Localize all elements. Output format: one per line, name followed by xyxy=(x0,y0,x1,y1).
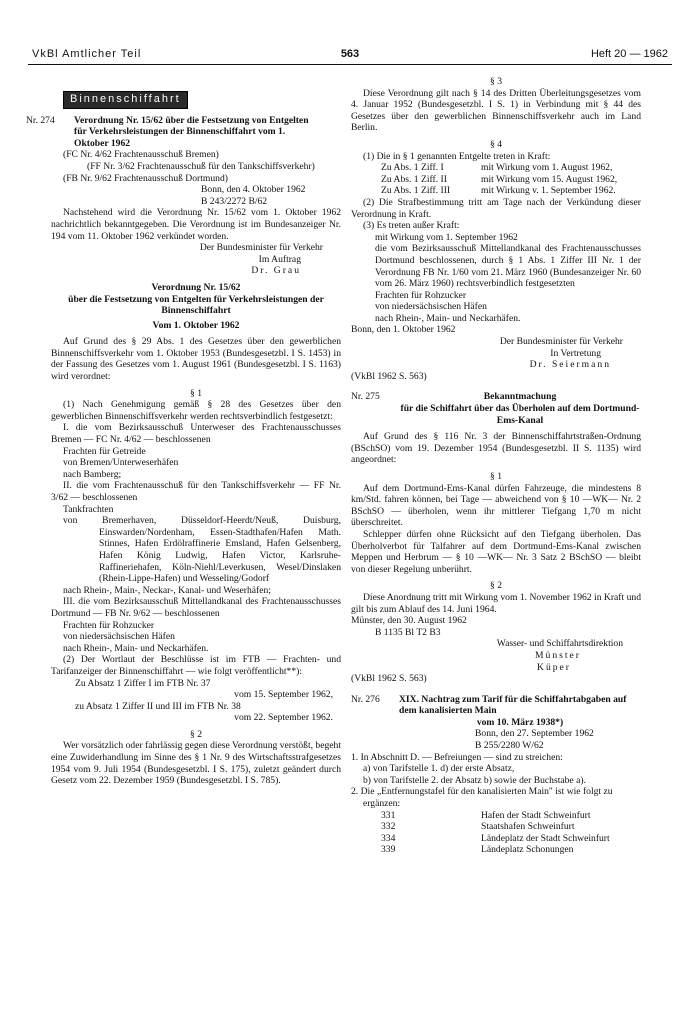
item-line: nach Rhein-, Main- und Neckarhäfen. xyxy=(63,642,209,654)
publication-line: zu Absatz 1 Ziffer II und III im FTB Nr. 38 xyxy=(75,700,241,712)
signature-name: Dr. Seiermann xyxy=(529,359,611,371)
location-name: Staatshafen Schweinfurt xyxy=(481,821,575,833)
effect-item: Zu Abs. 1 Ziff. I xyxy=(381,162,444,174)
location-name: Hafen der Stadt Schweinfurt xyxy=(481,809,591,821)
entry-274-heading xyxy=(26,115,316,150)
paragraph-number: § 4 xyxy=(490,138,502,150)
paragraph-text: Diese Verordnung gilt nach § 14 des Dritten Überleitungsgesetzes vom 4. Januar 1952 (Bundesgesetzbl. I S. 1) in Verbindung mit § 44 des Gesetzes über den gewerblichen Binnenschiffsverkehr auch im Land Berlin. xyxy=(351,87,641,134)
effect-date: mit Wirkung v. 1. September 1962. xyxy=(481,185,616,197)
spacer xyxy=(351,685,641,694)
km-number: 331 xyxy=(381,809,396,821)
item-line: nach Bamberg; xyxy=(63,468,122,480)
header-journal: VkBl Amtlicher Teil xyxy=(32,48,142,60)
file-ref: B 243/2272 B/62 xyxy=(201,195,268,207)
paragraph-number: § 3 xyxy=(490,76,502,87)
table-row xyxy=(351,821,641,833)
km-number: 334 xyxy=(381,832,396,844)
effect-item: Zu Abs. 1 Ziff. III xyxy=(381,185,451,197)
item-text: die vom Bezirksausschuß Mittellandkanal des Frachtenausschusses Dortmund beschlossenen, durch § 1 Abs. 1 Ziffer III Nr. 1 der Verordnung FB Nr. 1/60 vom 21. März 1960 (Bundesanzeiger Nr. 60 vom 26. März 1960) rechtsverbindlich festgesetzten xyxy=(375,243,641,290)
paragraph-text: Wer vorsätzlich oder fahrlässig gegen diese Verordnung verstößt, begeht eine Zuwiderhandlung im Sinne des § 1 Nr. 9 des Wirtschaftsstrafgesetzes 1954 vom 9. Juli 1954 (Bundesgesetzbl. I S. 175), zuletzt geändert durch Gesetz vom 22. Dezember 1959 (Bundesgesetzbl. I S. 785). xyxy=(51,740,341,787)
item-line: Tankfrachten xyxy=(63,503,114,515)
item-line: mit Wirkung vom 1. September 1962 xyxy=(375,231,518,243)
paragraph-text: (2) Der Wortlaut der Beschlüsse ist im FTB — Frachten- und Tarifanzeiger der Binnenschiffahrt — wie folgt veröffentlicht**): xyxy=(51,654,341,677)
signature-place: Münster xyxy=(535,649,581,661)
entry-title: XIX. Nachtrag zum Tarif für die Schiffahrtabgaben auf dem kanalisierten Main xyxy=(399,693,627,717)
entry-275-heading xyxy=(351,391,641,426)
paragraph-number: § 2 xyxy=(490,580,502,592)
signature-role: Im Auftrag xyxy=(258,253,301,265)
left-column xyxy=(26,76,341,787)
km-number: 332 xyxy=(381,821,396,833)
place-date: Bonn, den 1. Oktober 1962 xyxy=(351,324,456,336)
ref-line: (FC Nr. 4/62 Frachtenausschuß Bremen) xyxy=(63,149,219,161)
entry-title: Bekanntmachung xyxy=(483,391,557,403)
spacer xyxy=(351,382,641,391)
list-item: 1. In Abschnitt D. — Befreiungen — sind zu streichen: xyxy=(351,751,563,763)
item-line: Frachten für Getreide xyxy=(63,445,146,457)
item-text: I. die vom Bezirksausschuß Unterweser des Frachtenausschusses Bremen — FC Nr. 4/62 — beschlossenen xyxy=(51,422,341,446)
entry-subtitle: für die Schiffahrt über das Überholen auf dem Dortmund-Ems-Kanal xyxy=(400,403,640,426)
ref-line: (FB Nr. 9/62 Frachtenausschuß Dortmund) xyxy=(63,172,228,184)
entry-title: Verordnung Nr. 15/62 über die Festsetzung von Entgelten für Verkehrsleistungen der Binnenschiffahrt vom 1. Oktober 1962 xyxy=(74,114,309,149)
decree-subtitle: über die Festsetzung von Entgelten für Verkehrsleistungen der Binnenschiffahrt xyxy=(68,293,324,317)
km-number: 339 xyxy=(381,844,396,856)
gazette-ref: (VkBl 1962 S. 563) xyxy=(351,673,427,685)
list-item: a) von Tarifstelle 1. d) der erste Absatz, xyxy=(363,763,515,775)
location-name: Ländeplatz Schonungen xyxy=(481,844,574,856)
item-text: II. die vom Frachtenausschuß für den Tankschiffsverkehr — FF Nr. 3/62 — beschlossenen xyxy=(51,480,341,503)
effect-row xyxy=(351,174,641,186)
section-heading: Binnenschiffahrt xyxy=(63,91,188,109)
paragraph-number: § 1 xyxy=(490,471,502,482)
list-item: b) von Tarifstelle 2. der Absatz b) sowie der Buchstabe a). xyxy=(363,774,586,786)
signature-name: Dr. Grau xyxy=(251,265,301,277)
right-column xyxy=(351,76,641,856)
paragraph-text: (2) Die Strafbestimmung tritt am Tage nach der Verkündung dieser Verordnung in Kraft. xyxy=(351,196,641,220)
effect-row xyxy=(351,185,641,197)
signature-authority: Wasser- und Schiffahrtsdirektion xyxy=(496,638,623,650)
legal-basis: Auf Grund des § 29 Abs. 1 des Gesetzes über den gewerblichen Binnenschiffsverkehr vom 1. Oktober 1953 (Bundesgesetzbl. I S. 1453) in der Fassung des Gesetzes vom 1. August 1961 (Bundesgesetzbl. I S. 1163) wird verordnet: xyxy=(51,336,341,383)
decree-title: Verordnung Nr. 15/62 xyxy=(151,281,241,293)
table-row xyxy=(351,810,641,822)
legal-basis: Auf Grund des § 116 Nr. 3 der Binnenschiffahrtstraßen-Ordnung (BSchSO) vom 19. Dezember 1954 (Bundesgesetzbl. II S. 1135) wird angeordnet: xyxy=(351,431,641,466)
location-name: Ländeplatz der Stadt Schweinfurt xyxy=(481,832,610,844)
item-line: von niedersächsischen Häfen xyxy=(63,631,175,643)
item-line: von Bremerhaven, Düsseldorf-Heerdt/Neuß, Duisburg, Einswarden/Nordenham, Essen-Stadthafen/Hafen Math. Stinnes, Hafen Erdölraffinerie Emsland, Hafen Gelsenberg, Hafen König Ludwig, Hafen Victor, Karlsruhe-Raffineriehafen, Köln-Niehl/Leverkusen, Wesel/Dinslaken (Rhein-Lippe-Hafen) und Wesseling/Godorf xyxy=(63,515,341,585)
signature-role: In Vertretung xyxy=(550,347,601,359)
effect-row xyxy=(351,162,641,174)
publication-line: Zu Absatz 1 Ziffer I im FTB Nr. 37 xyxy=(75,677,211,689)
file-ref: B 1135 Bl T2 B3 xyxy=(375,626,441,638)
file-ref: B 255/2280 W/62 xyxy=(475,740,544,752)
place-date: Bonn, den 4. Oktober 1962 xyxy=(201,184,306,196)
entry-276-heading xyxy=(351,694,641,729)
place-date: Bonn, den 27. September 1962 xyxy=(475,728,594,740)
signature-authority: Der Bundesminister für Verkehr xyxy=(199,242,323,254)
item-text: III. die vom Bezirksausschuß Mittellandkanal des Frachtenausschusses Dortmund — FB Nr. 9/62 — beschlossenen xyxy=(51,596,341,619)
gazette-ref: (VkBl 1962 S. 563) xyxy=(351,370,427,382)
signature-name: Küper xyxy=(537,661,571,673)
item-line: von Bremen/Unterweserhäfen xyxy=(63,457,179,469)
table-row xyxy=(351,833,641,845)
item-line: Frachten für Rohzucker xyxy=(63,619,155,631)
entry-number: Nr. 274 xyxy=(26,114,55,126)
effect-date: mit Wirkung vom 1. August 1962, xyxy=(481,162,613,174)
paragraph-text: (1) Die in § 1 genannten Entgelte treten in Kraft: xyxy=(363,150,551,162)
item-line: Frachten für Rohzucker xyxy=(375,289,467,301)
publication-date: vom 22. September 1962. xyxy=(234,712,333,724)
paragraph-number: § 1 xyxy=(190,387,202,399)
entry-subtitle: vom 10. März 1938*) xyxy=(476,716,564,728)
intro-paragraph: Nachstehend wird die Verordnung Nr. 15/62 vom 1. Oktober 1962 nachrichtlich bekanntgegeben. Die Verordnung ist im Bundesanzeiger Nr. 194 vom 11. Oktober 1962 verkündet worden. xyxy=(51,207,341,242)
item-line: nach Rhein-, Main-, Neckar-, Kanal- und Weserhäfen; xyxy=(63,584,271,596)
paragraph-text: (1) Nach Genehmigung gemäß § 28 des Gesetzes über den gewerblichen Binnenschiffsverkehr werden rechtsverbindlich festgesetzt: xyxy=(51,399,341,422)
list-item: 2. Die „Entfernungstafel für den kanalisierten Main" ist wie folgt zu ergänzen: xyxy=(351,786,613,810)
header-issue: Heft 20 — 1962 xyxy=(590,48,668,60)
page-header xyxy=(28,48,672,65)
entry-number: Nr. 275 xyxy=(351,391,380,403)
table-row xyxy=(351,844,641,856)
publication-date: vom 15. September 1962, xyxy=(234,689,333,701)
entry-number: Nr. 276 xyxy=(351,693,380,705)
paragraph-text: Schlepper dürfen ohne Rücksicht auf den Tiefgang überholen. Das Überholverbot für Talfahrer auf dem Dortmund-Ems-Kanal zwischen Meppen und Herbrum — § 10 —WK— Nr. 3 Satz 2 BSchSO — bleibt von dieser Regelung unberührt. xyxy=(351,528,641,575)
paragraph-text: (3) Es treten außer Kraft: xyxy=(363,220,460,232)
item-line: von niedersächsischen Häfen xyxy=(375,301,487,313)
signature-authority: Der Bundesminister für Verkehr xyxy=(499,336,623,348)
paragraph-text: Diese Anordnung tritt mit Wirkung vom 1. November 1962 in Kraft und gilt bis zum Ablauf des 14. Juni 1964. xyxy=(351,591,641,615)
place-date: Münster, den 30. August 1962 xyxy=(351,615,467,627)
item-line: nach Rhein-, Main- und Neckarhäfen. xyxy=(375,312,521,324)
effect-date: mit Wirkung vom 15. August 1962, xyxy=(481,173,618,185)
paragraph-number: § 2 xyxy=(190,728,202,740)
entry-refs xyxy=(51,149,341,184)
effect-item: Zu Abs. 1 Ziff. II xyxy=(381,173,447,185)
decree-date: Vom 1. Oktober 1962 xyxy=(152,319,240,331)
ref-line: (FF Nr. 3/62 Frachtenausschuß für den Tankschiffsverkehr) xyxy=(87,160,315,172)
page-number: 563 xyxy=(340,48,360,60)
paragraph-text: Auf dem Dortmund-Ems-Kanal dürfen Fahrzeuge, die mindestens 8 km/Std. fahren können, bei Tage — abweichend von § 10 —WK— Nr. 2 BSchSO — überholen, wenn ihr mittlerer Tiefgang 1,70 m nicht überschreitet. xyxy=(351,482,641,529)
